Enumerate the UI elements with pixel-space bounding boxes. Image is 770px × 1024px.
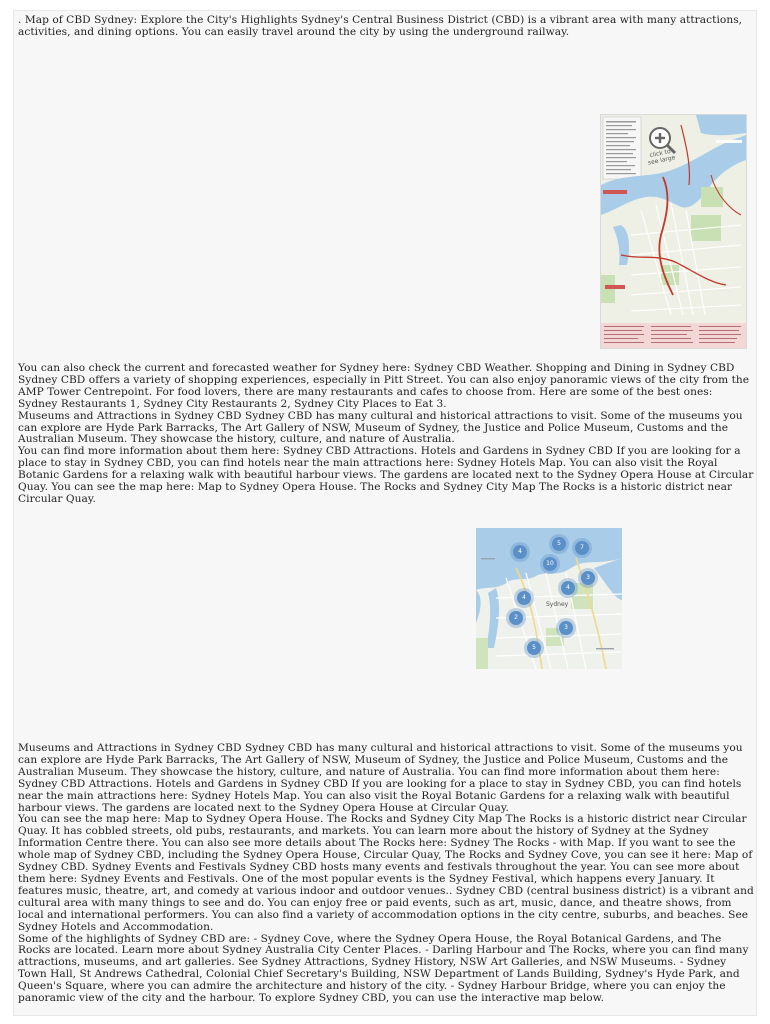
- map-cluster-marker[interactable]: 4: [517, 591, 531, 605]
- sydney-cbd-cluster-map-image[interactable]: [476, 528, 622, 669]
- map-cluster-marker[interactable]: 7: [575, 541, 589, 555]
- map-cluster-marker[interactable]: 3: [581, 571, 595, 585]
- attractions-paragraph: Museums and Attractions in Sydney CBD Sydney CBD has many cultural and historical attractions to visit. Some of the museums you can explore are Hyde Park Barracks, The Art Gallery of NSW, Museum of Sydney, the Justice and Police Museum, Customs and the Australian Museum. They showcase the history, culture, and nature of Australia. You can find more information about them here: Sydney CBD Attractions. Hotels and Gardens in Sydney CBD If you are looking for a place to stay in Sydney CBD, you can find hotels near the main attractions here: Sydney Hotels Map. You can also visit the Royal Botanic Gardens for a relaxing walk with beautiful harbour views. The gardens are located next to the Sydney Opera House at Circular Quay. You can see the map here: Map to Sydney Opera House. The Rocks and Sydney City Map The Rocks is a historic district near Circular Quay. It has cobbled streets, old pubs, restaurants, and markets. You can learn more about the history of Sydney at the Sydney Information Centre there. You can also see more details about The Rocks here: Sydney The Rocks - with Map. If you want to see the whole map of Sydney CBD, including the Sydney Opera House, Circular Quay, The Rocks and Sydney Cove, you can see it here: Map of Sydney CBD. Sydney Events and Festivals Sydney CBD hosts many events and festivals throughout the year. You can see more about them here: Sydney Events and Festivals. One of the most popular events is the Sydney Festival, which happens every January. It features music, theatre, art, and comedy at various indoor and outdoor venues.. Sydney CBD (central business district) is a vibrant and cultural area with many things to see and do. You can enjoy free or paid events, such as art, music, dance, and theatre shows, from local and international performers. You can also find a variety of accommodation options in the city centre, suburbs, and beaches. See Sydney Hotels and Accommodation. Some of the highlights of Sydney CBD are: - Sydney Cove, where the Sydney Opera House, the Royal Botanical Gardens, and The Rocks are located. Learn more about Sydney Australia City Center Places. - Darling Harbour and The Rocks, where you can find many attractions, museums, and art galleries. See Sydney Attractions, Sydney History, NSW Art Galleries, and NSW Museums. - Sydney Town Hall, St Andrews Cathedral, Colonial Chief Secretary's Building, NSW Department of Lands Building, Sydney's Hyde Park, and Queen's Square, where you can admire the architecture and history of the city. - Sydney Harbour Bridge, where you can enjoy the panoramic view of the city and the harbour. To explore Sydney CBD, you can use the interactive map below.: [18, 742, 754, 1005]
- map-cluster-marker[interactable]: 2: [509, 611, 523, 625]
- zoom-badge-label: click to see large: [647, 147, 676, 167]
- map-cluster-marker[interactable]: 5: [527, 641, 541, 655]
- sydney-cbd-tourist-map-image[interactable]: [600, 114, 747, 349]
- city-label: Sydney: [546, 601, 569, 608]
- cluster-map-graphic: [476, 528, 622, 669]
- intro-paragraph: . Map of CBD Sydney: Explore the City's Highlights Sydney's Central Business District (CBD) is a vibrant area with many attractions, activities, and dining options. You can easily travel around the city by using the underground railway.: [18, 14, 743, 38]
- map-cluster-marker[interactable]: 10: [543, 557, 557, 571]
- map-cluster-marker[interactable]: 5: [552, 537, 566, 551]
- map-cluster-marker[interactable]: 3: [559, 621, 573, 635]
- weather-shopping-paragraph: You can also check the current and forecasted weather for Sydney here: Sydney CBD Weather. Shopping and Dining in Sydney CBD Sydney CBD offers a variety of shopping experiences, especially in Pitt Street. You can also enjoy panoramic views of the city from the AMP Tower Centrepoint. For food lovers, there are many restaurants and cafes to choose from. Here are some of the best ones: Sydney Restaurants 1, Sydney City Restaurants 2, Sydney City Places to Eat 3. Museums and Attractions in Sydney CBD Sydney CBD has many cultural and historical attractions to visit. Some of the museums you can explore are Hyde Park Barracks, The Art Gallery of NSW, Museum of Sydney, the Justice and Police Museum, Customs and the Australian Museum. They showcase the history, culture, and nature of Australia. You can find more information about them here: Sydney CBD Attractions. Hotels and Gardens in Sydney CBD If you are looking for a place to stay in Sydney CBD, you can find hotels near the main attractions here: Sydney Hotels Map. You can also visit the Royal Botanic Gardens for a relaxing walk with beautiful harbour views. The gardens are located next to the Sydney Opera House at Circular Quay. You can see the map here: Map to Sydney Opera House. The Rocks and Sydney City Map The Rocks is a historic district near Circular Quay.: [18, 362, 754, 505]
- map-cluster-marker[interactable]: 4: [561, 581, 575, 595]
- map-cluster-marker[interactable]: 4: [513, 545, 527, 559]
- document-page: [13, 10, 757, 1016]
